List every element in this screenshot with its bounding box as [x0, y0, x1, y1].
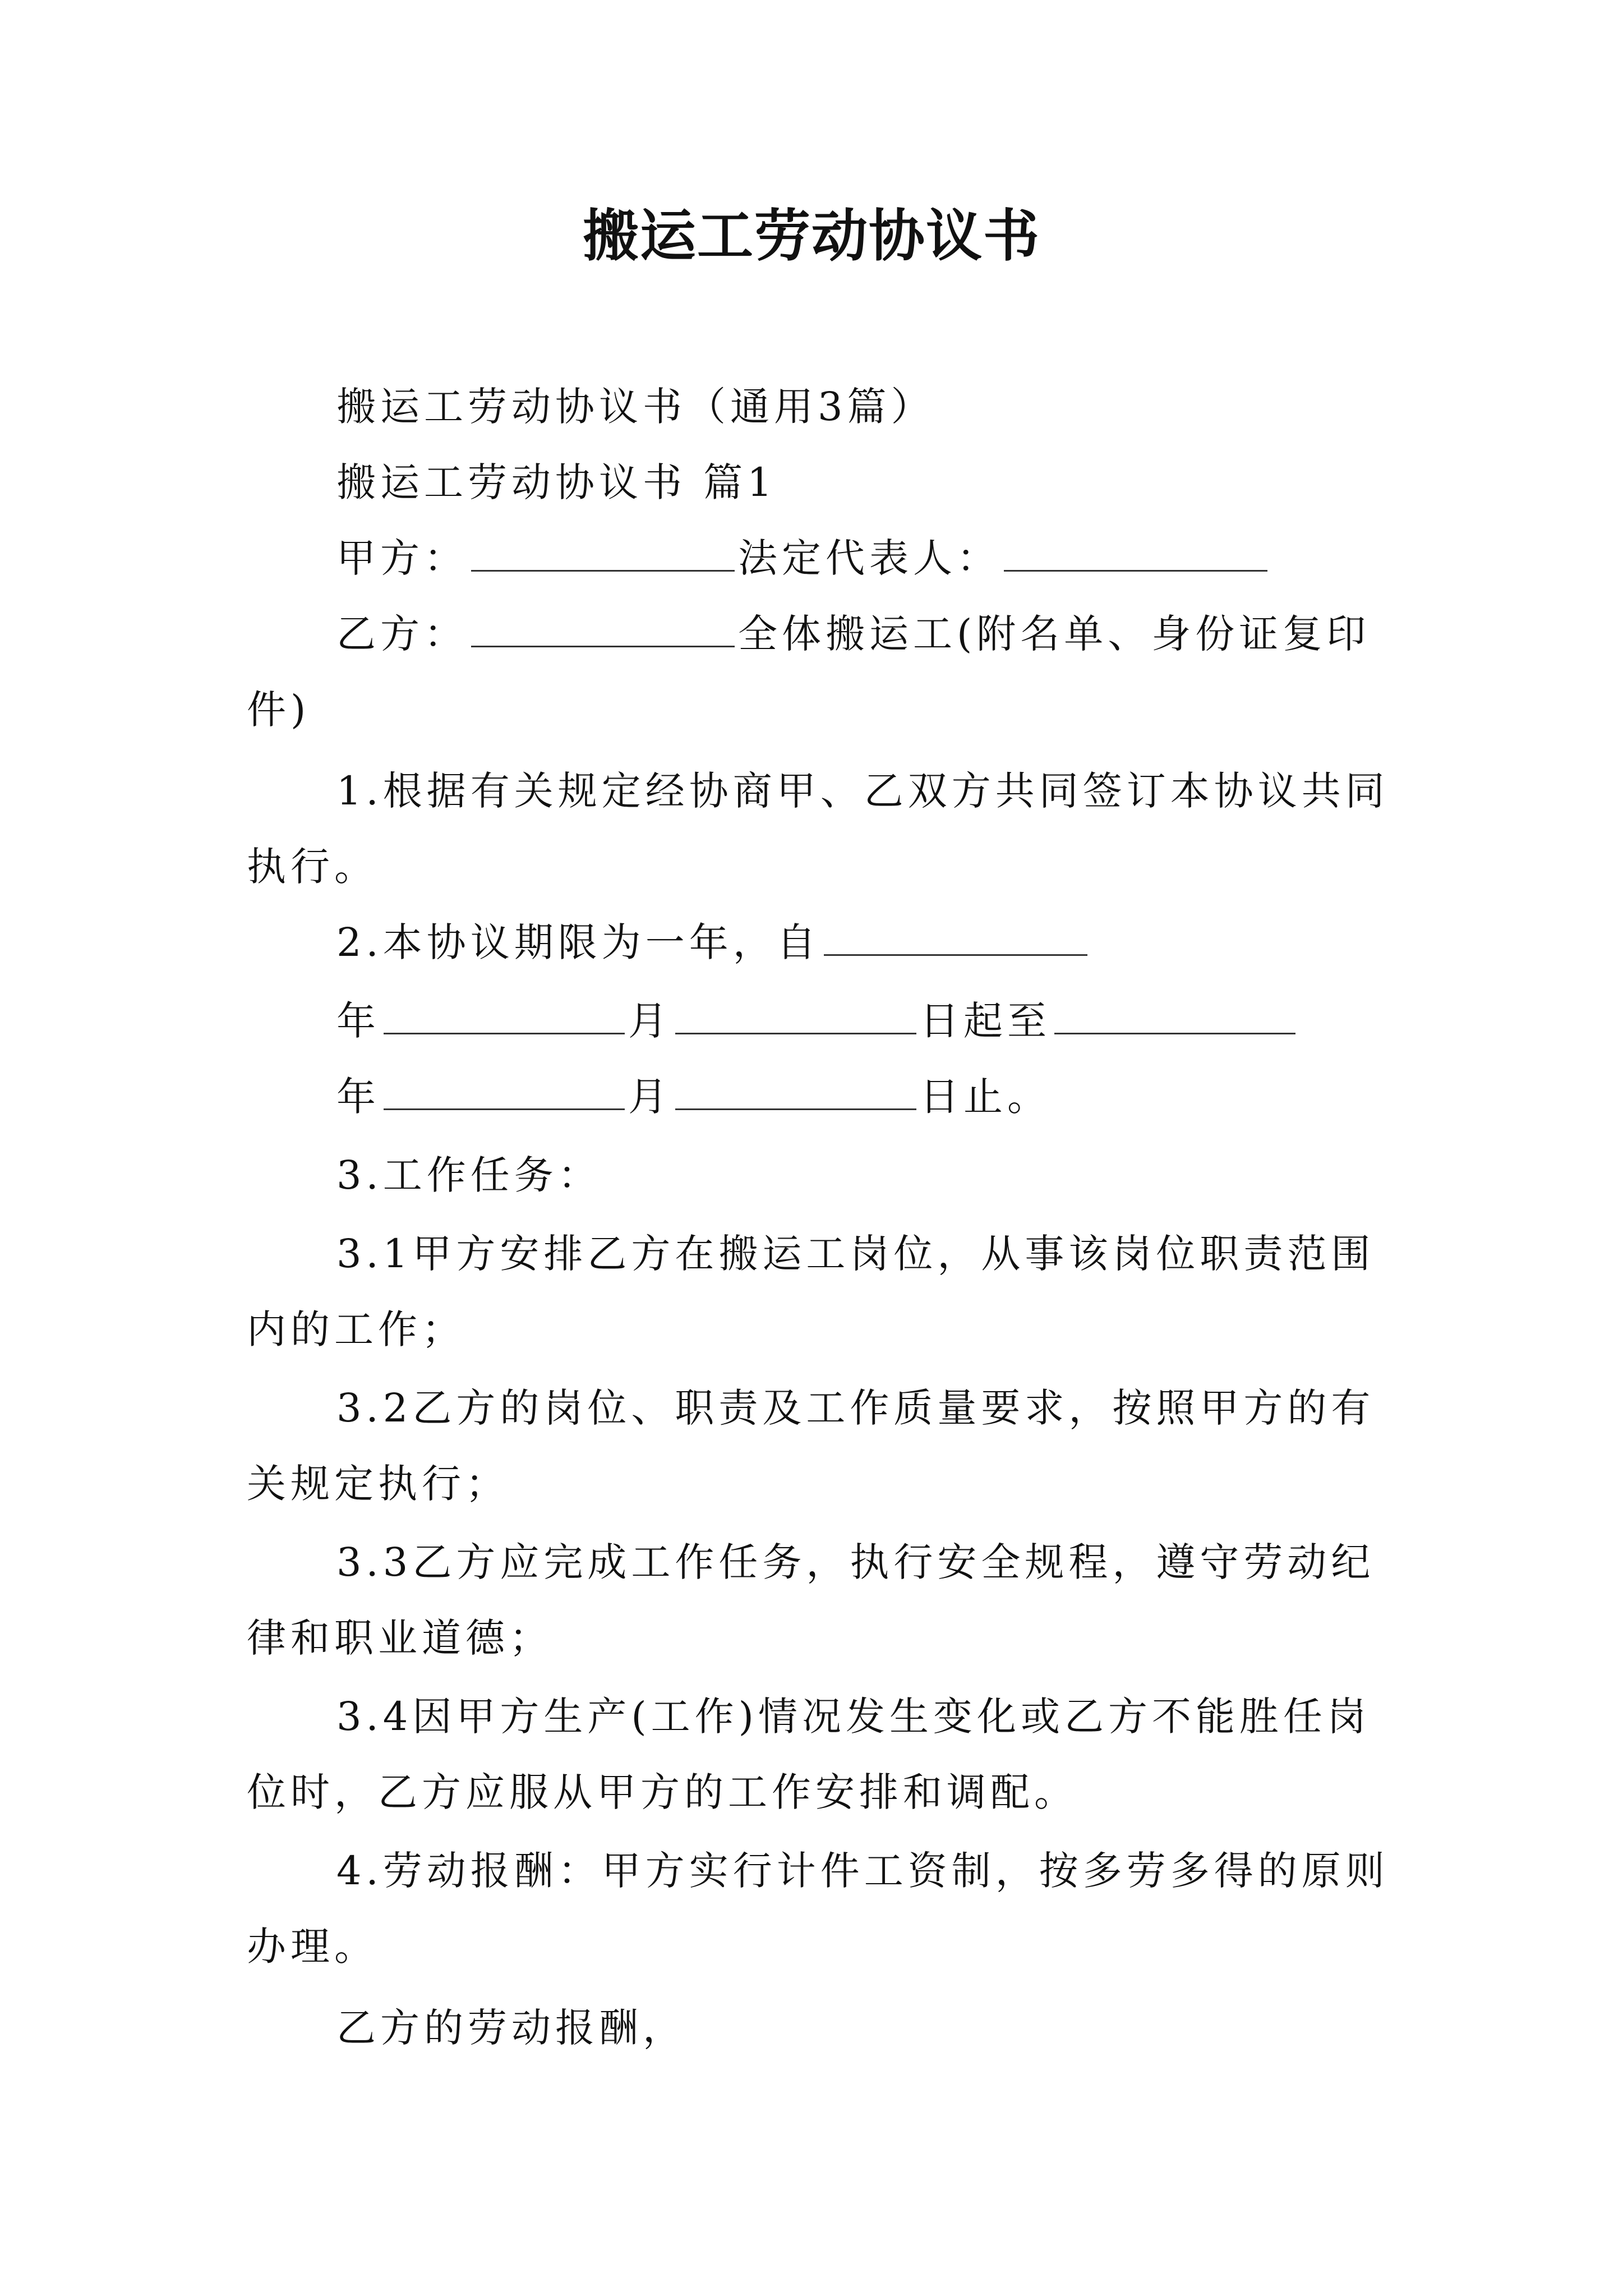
document-title: 搬运工劳动协议书 — [583, 203, 1040, 269]
paragraph-clause-2-dates — [336, 993, 1299, 1049]
text: 全体搬运工(附名单、身份证复印 — [738, 611, 1371, 657]
paragraph-subtitle — [336, 379, 935, 435]
fill-blank — [384, 993, 625, 1034]
paragraph-clause-3-3-cont — [247, 1610, 553, 1666]
text: 执行。 — [247, 844, 378, 890]
paragraph-clause-3 — [336, 1147, 602, 1203]
text: 件) — [247, 687, 311, 733]
paragraph-clause-1 — [336, 763, 1389, 819]
fill-blank — [1004, 531, 1267, 572]
paragraph-clause-2-end — [336, 1069, 1051, 1125]
text: 搬运工劳动协议书 篇1 — [336, 459, 777, 505]
paragraph-clause-3-4-cont — [247, 1764, 1078, 1820]
text: 搬运工劳动协议书（通用3篇） — [336, 384, 935, 430]
paragraph-clause-3-2-cont — [247, 1456, 509, 1512]
text: 3.3乙方应完成工作任务，执行安全规程，遵守劳动纪 — [336, 1539, 1375, 1585]
fill-blank — [675, 993, 916, 1034]
text: 3.2乙方的岗位、职责及工作质量要求，按照甲方的有 — [336, 1385, 1375, 1431]
legal-rep-label: 法定代表人： — [738, 535, 1000, 581]
text: 月 — [628, 1074, 672, 1120]
paragraph-party-b — [336, 606, 1370, 662]
paragraph-remuneration — [336, 2000, 686, 2056]
paragraph-clause-3-2 — [336, 1380, 1375, 1436]
paragraph-clause-3-1-cont — [247, 1301, 465, 1358]
text: 日止。 — [920, 1074, 1051, 1120]
fill-blank — [471, 606, 735, 647]
paragraph-clause-4 — [336, 1843, 1389, 1899]
text: 位时，乙方应服从甲方的工作安排和调配。 — [247, 1769, 1078, 1815]
text: 关规定执行； — [247, 1461, 509, 1507]
fill-blank — [824, 915, 1087, 956]
text: 年 — [336, 1074, 380, 1120]
fill-blank — [471, 531, 735, 572]
paragraph-section-heading — [336, 454, 777, 510]
paragraph-clause-1-cont — [247, 839, 378, 895]
paragraph-party-b-cont — [247, 682, 310, 738]
fill-blank — [1054, 993, 1295, 1034]
paragraph-clause-2 — [336, 914, 1091, 970]
text: 年 — [336, 998, 380, 1044]
text: 日起至 — [920, 998, 1051, 1044]
text: 月 — [628, 998, 672, 1044]
text: 3.1甲方安排乙方在搬运工岗位，从事该岗位职责范围 — [336, 1231, 1375, 1277]
text: 4.劳动报酬：甲方实行计件工资制，按多劳多得的原则 — [336, 1848, 1389, 1894]
fill-blank — [675, 1069, 916, 1110]
paragraph-clause-4-cont — [247, 1918, 378, 1975]
text: 乙方的劳动报酬， — [336, 2005, 686, 2051]
text: 3.工作任务： — [336, 1152, 602, 1198]
text: 1.根据有关规定经协商甲、乙双方共同签订本协议共同 — [336, 768, 1389, 814]
party-b-label: 乙方： — [336, 611, 468, 657]
paragraph-party-a — [336, 530, 1271, 586]
paragraph-clause-3-4 — [336, 1688, 1371, 1745]
paragraph-clause-3-3 — [336, 1534, 1375, 1590]
fill-blank — [384, 1069, 625, 1110]
text: 内的工作； — [247, 1306, 465, 1352]
paragraph-clause-3-1 — [336, 1226, 1375, 1282]
text: 2.本协议期限为一年，自 — [336, 919, 820, 965]
text: 办理。 — [247, 1924, 378, 1970]
text: 律和职业道德； — [247, 1615, 553, 1661]
party-a-label: 甲方： — [336, 535, 468, 581]
text: 3.4因甲方生产(工作)情况发生变化或乙方不能胜任岗 — [336, 1694, 1371, 1740]
